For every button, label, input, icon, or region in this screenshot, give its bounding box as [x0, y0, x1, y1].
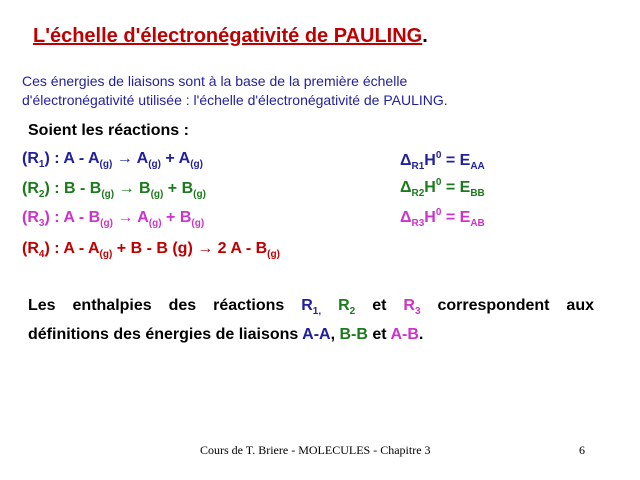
- r2-open: (R: [22, 180, 39, 197]
- r2-state-2: (g): [150, 189, 164, 200]
- conclusion-paragraph: [28, 294, 594, 346]
- r1-product-2: A: [178, 150, 191, 167]
- conclusion-line-2: [28, 323, 594, 346]
- r3-product-1: A: [137, 209, 149, 226]
- enthalpy-r2-eq: = E: [441, 179, 471, 196]
- r4-reactant-2: + B - B (g): [112, 240, 198, 257]
- arrow-icon: →: [117, 209, 134, 226]
- r1-close: ) :: [44, 150, 64, 167]
- conclusion-and-2: et: [367, 326, 391, 343]
- bond-bb: B-B: [339, 326, 368, 343]
- enthalpy-r2: [400, 177, 485, 199]
- slide-title: [33, 25, 428, 48]
- r2-product-1: B: [139, 180, 151, 197]
- r4-state-2: (g): [267, 249, 280, 260]
- r3-state-3: (g): [191, 218, 205, 229]
- footer-course: Cours de T. Briere - MOLECULES - Chapitre 3: [200, 443, 431, 457]
- r3-product-2: B: [179, 209, 192, 226]
- r2-state-1: (g): [101, 189, 115, 200]
- r4-reactant-1: A - A: [63, 240, 100, 257]
- bond-aa: A-A: [302, 326, 331, 343]
- enthalpy-r3-h: H: [424, 209, 436, 226]
- r1-state-3: (g): [190, 159, 203, 170]
- enthalpy-r1-sub: R1: [411, 161, 425, 172]
- delta-symbol: Δ: [400, 179, 412, 196]
- r2-close: ) :: [44, 180, 64, 197]
- slide-title-text: L'échelle d'électronégativité de PAULING: [33, 25, 423, 47]
- r2-plus: +: [163, 180, 182, 197]
- r2-product-2: B: [181, 180, 194, 197]
- r1-state-1: (g): [99, 159, 113, 170]
- ref-r2: R: [338, 297, 350, 314]
- enthalpy-r1: [400, 150, 485, 172]
- r4-state-1: (g): [99, 249, 113, 260]
- r1-num: 1: [38, 159, 45, 170]
- ref-r2-num: 2: [349, 306, 356, 317]
- reaction-r4: [22, 240, 280, 260]
- r3-num: 3: [38, 218, 45, 229]
- reaction-r3: [22, 209, 204, 229]
- r3-plus: +: [161, 209, 180, 226]
- r2-state-3: (g): [193, 189, 206, 200]
- r3-close: ) :: [44, 209, 64, 226]
- bond-ab: A-B: [390, 326, 419, 343]
- enthalpy-r2-energy-sub: BB: [470, 188, 485, 199]
- r4-close: ) :: [44, 240, 64, 257]
- enthalpy-r2-sub: R2: [411, 188, 425, 199]
- slide-title-dot: .: [422, 25, 428, 47]
- enthalpy-r3: [400, 207, 485, 229]
- r1-state-2: (g): [148, 159, 161, 170]
- enthalpy-r1-h: H: [424, 152, 436, 169]
- arrow-icon: →: [116, 150, 133, 167]
- delta-symbol: Δ: [400, 209, 412, 226]
- conclusion-line-1: [28, 294, 594, 323]
- r1-reactant: A - A: [63, 150, 100, 167]
- enthalpy-r3-sup: 0: [435, 207, 442, 218]
- r4-num: 4: [38, 249, 45, 260]
- arrow-icon: →: [197, 240, 214, 257]
- ref-r3-num: 3: [414, 306, 421, 317]
- r2-num: 2: [38, 189, 45, 200]
- r4-open: (R: [22, 240, 39, 257]
- r1-plus: +: [160, 150, 179, 167]
- intro-line-1: Ces énergies de liaisons sont à la base de la première échelle: [22, 73, 408, 89]
- conclusion-text-3: définitions des énergies de liaisons: [28, 326, 303, 343]
- reactions-heading: Soient les réactions :: [28, 122, 189, 139]
- intro-line-2: d'électronégativité utilisée : l'échelle d'électronégativité de PAULING.: [22, 92, 448, 108]
- enthalpy-r1-eq: = E: [441, 152, 471, 169]
- r1-product-1: A: [136, 150, 149, 167]
- r3-state-2: (g): [148, 218, 162, 229]
- arrow-icon: →: [118, 180, 135, 197]
- r2-reactant: B - B: [64, 180, 102, 197]
- r3-state-1: (g): [100, 218, 113, 229]
- enthalpy-r3-energy-sub: AB: [470, 218, 485, 229]
- enthalpy-r3-sub: R3: [411, 218, 425, 229]
- enthalpy-r3-eq: = E: [441, 209, 471, 226]
- reaction-r2: [22, 180, 206, 200]
- ref-r1-num: 1,: [312, 306, 322, 317]
- intro-text: [22, 72, 448, 110]
- delta-symbol: Δ: [400, 152, 412, 169]
- conclusion-comma: ,: [330, 326, 340, 343]
- r3-reactant: A - B: [63, 209, 101, 226]
- r1-open: (R: [22, 150, 39, 167]
- enthalpy-r2-sup: 0: [435, 177, 442, 188]
- footer-page-number: 6: [579, 443, 585, 457]
- reaction-r1: [22, 150, 203, 170]
- ref-r1: R: [301, 297, 313, 314]
- conclusion-text-1: Les enthalpies des réactions: [28, 297, 302, 314]
- conclusion-and-1: et: [355, 297, 404, 314]
- conclusion-period: .: [418, 326, 424, 343]
- r4-product: 2 A - B: [213, 240, 268, 257]
- r3-open: (R: [22, 209, 39, 226]
- ref-r3: R: [403, 297, 415, 314]
- enthalpy-r1-sup: 0: [435, 150, 442, 161]
- conclusion-text-2: correspondent aux: [420, 297, 594, 314]
- enthalpy-r1-energy-sub: AA: [470, 161, 485, 172]
- enthalpy-r2-h: H: [424, 179, 436, 196]
